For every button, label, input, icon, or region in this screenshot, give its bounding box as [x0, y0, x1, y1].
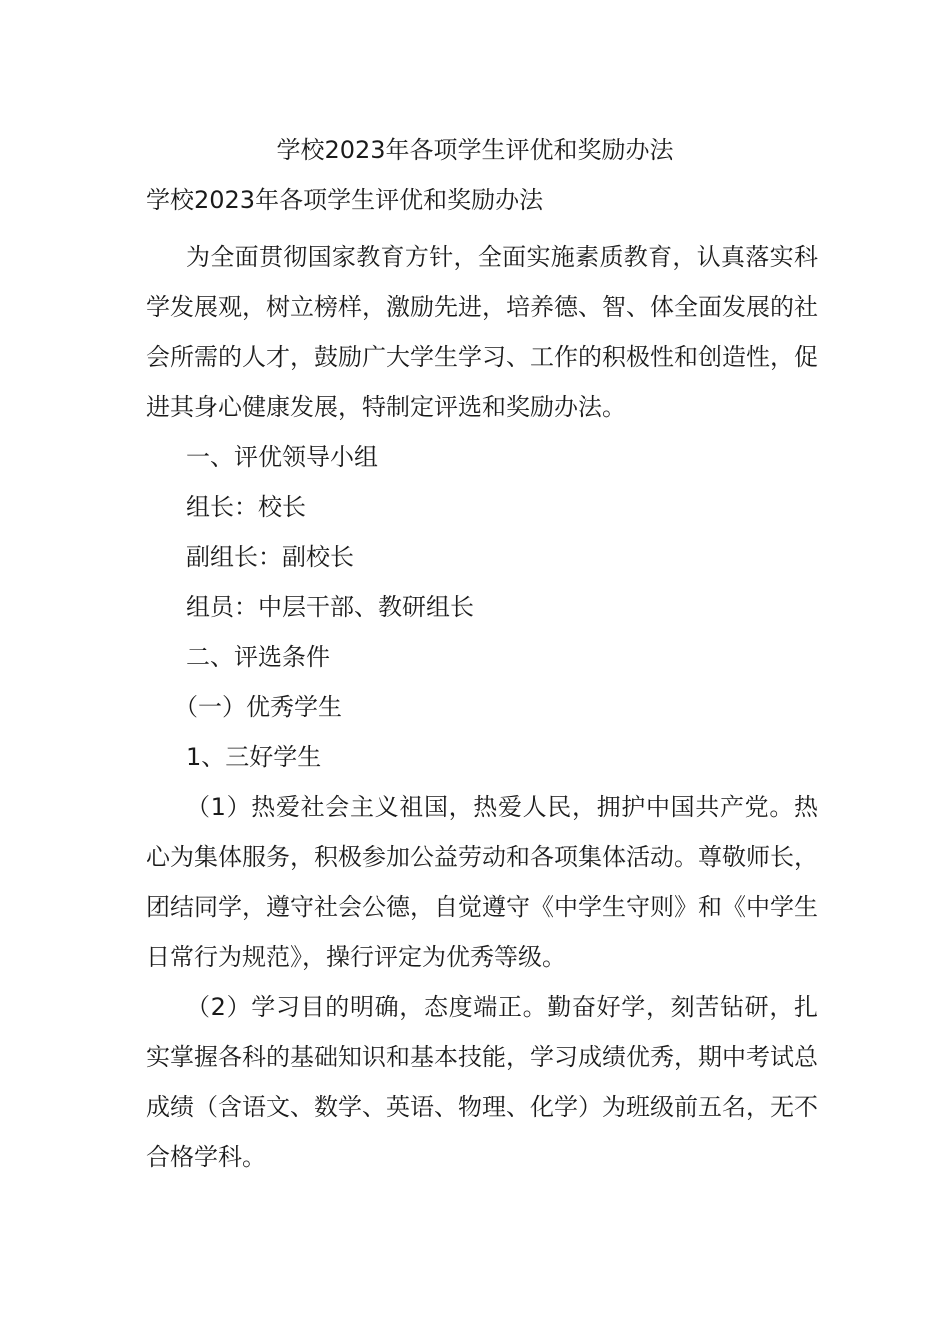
- members-line: 组员：中层干部、教研组长: [186, 593, 474, 621]
- document-body: [146, 232, 818, 1182]
- section-heading-leadership: 一、评优领导小组: [186, 443, 378, 471]
- section-heading-criteria: 二、评选条件: [186, 643, 330, 671]
- subsection-heading-excellent-students: （一）优秀学生: [174, 693, 342, 721]
- criterion-paragraph-1: （1）热爱社会主义祖国，热爱人民，拥护中国共产党。热心为集体服务，积极参加公益劳动和各项集体活动。尊敬师长，团结同学，遵守社会公德，自觉遵守《中学生守则》和《中学生日常行为规范》，操行评定为优秀等级。: [146, 793, 818, 971]
- intro-paragraph: 为全面贯彻国家教育方针，全面实施素质教育，认真落实科学发展观，树立榜样，激励先进，培养德、智、体全面发展的社会所需的人才，鼓励广大学生学习、工作的积极性和创造性，促进其身心健康发展，特制定评选和奖励办法。: [146, 243, 818, 421]
- leader-line: 组长：校长: [186, 493, 306, 521]
- item-heading-three-good-students: 1、三好学生: [186, 743, 322, 771]
- deputy-leader-line: 副组长：副校长: [186, 543, 354, 571]
- document-subtitle: 学校2023年各项学生评优和奖励办法: [146, 186, 544, 214]
- criterion-paragraph-2: （2）学习目的明确，态度端正。勤奋好学，刻苦钻研，扎实掌握各科的基础知识和基本技能，学习成绩优秀，期中考试总成绩（含语文、数学、英语、物理、化学）为班级前五名，无不合格学科。: [146, 993, 818, 1171]
- document-title: 学校2023年各项学生评优和奖励办法: [276, 136, 674, 164]
